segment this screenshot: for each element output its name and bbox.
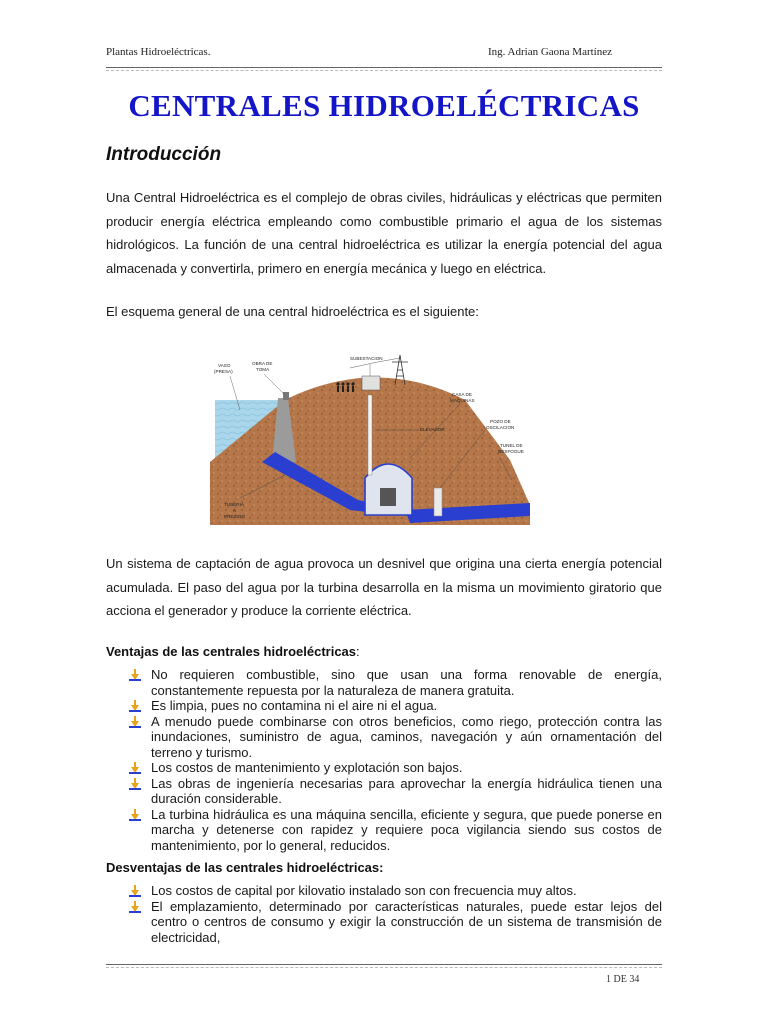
label-presa: (PRESA) (214, 369, 233, 374)
advantages-heading-colon: : (356, 644, 360, 659)
list-item (128, 714, 662, 761)
surge-tank (434, 488, 442, 516)
disadvantages-heading: Desventajas de las centrales hidroeléctricas: (106, 860, 384, 875)
arrow-bullet-icon (128, 699, 142, 713)
label-pozo-2: OSCILACION (486, 425, 515, 430)
label-casa-2: MAQUINAS (450, 398, 475, 403)
document-title: CENTRALES HIDROELÉCTRICAS (128, 88, 640, 123)
arrow-bullet-icon (128, 808, 142, 822)
scheme-sentence: El esquema general de una central hidroeléctrica es el siguiente: (106, 304, 479, 319)
hydroelectric-plant-diagram (200, 340, 540, 530)
advantage-text: No requieren combustible, sino que usan una forma renovable de energía, constantemente repuesta por la naturaleza de manera gratuita. (151, 667, 662, 698)
intro-heading: Introducción (106, 144, 222, 165)
arrow-bullet-icon (128, 884, 142, 898)
list-item (128, 667, 662, 698)
label-obra-toma-1: OBRA DE (252, 361, 273, 366)
label-tuberia-2: A (233, 508, 237, 513)
label-tunel-1: TUNEL DE (500, 443, 523, 448)
intake-structure (283, 392, 289, 400)
list-item (128, 883, 662, 899)
advantages-heading (106, 644, 360, 659)
label-subestacion: SUBESTACION (350, 356, 383, 361)
advantage-text: Los costos de mantenimiento y explotación son bajos. (151, 760, 463, 775)
disadvantage-text: El emplazamiento, determinado por características naturales, puede estar lejos del centro o centros de consumo y exigir la construcción de un sistema de transmisión de electricidad, (151, 898, 662, 945)
list-item (128, 899, 662, 946)
intro-paragraph: Una Central Hidroeléctrica es el complejo de obras civiles, hidráulicas y eléctricas que permiten producir energía eléctrica empleando como combustible primario el agua de los sistemas hidrológicos. La función de una central hidroeléctrica es utilizar la energía potencial del agua almacenada y convertirla, primero en energía mecánica y luego en eléctrica. (106, 190, 662, 276)
arrow-bullet-icon (128, 900, 142, 914)
list-item (128, 698, 662, 714)
substation (362, 376, 380, 390)
captation-paragraph: Un sistema de captación de agua provoca un desnivel que origina una cierta energía potencial acumulada. El paso del agua por la turbina desarrolla en la misma un movimiento giratorio que acciona el generador y produce la corriente eléctrica. (106, 556, 662, 618)
turbine (380, 488, 396, 506)
list-item (128, 776, 662, 807)
advantage-text: A menudo puede combinarse con otros beneficios, como riego, protección contra las inundaciones, suministro de agua, caminos, navegación y aún ornamentación del terreno y turismo. (151, 713, 662, 760)
advantage-text: La turbina hidráulica es una máquina sencilla, eficiente y segura, que puede ponerse en marcha y detenerse con rapidez y requiere poca vigilancia siendo sus costos de mantenimiento, por lo general, reducidos. (151, 806, 662, 853)
advantages-heading-text: Ventajas de las centrales hidroeléctricas (106, 644, 357, 659)
label-casa-1: CASA DE (452, 392, 472, 397)
elevator-shaft (368, 395, 372, 475)
page-number: 1 DE 34 (606, 974, 640, 985)
header-rule (106, 67, 662, 68)
label-pozo-1: POZO DE (490, 419, 511, 424)
label-obra-toma-2: TOMA (256, 367, 270, 372)
list-item (128, 807, 662, 854)
label-elevador: ELEVADOR (420, 427, 445, 432)
arrow-bullet-icon (128, 715, 142, 729)
label-tuberia-3: PRESION (224, 514, 245, 519)
page-header (106, 42, 662, 62)
header-left-text: Plantas Hidroeléctricas. (106, 46, 211, 58)
label-tunel-2: DESFOGUE (498, 449, 524, 454)
arrow-bullet-icon (128, 777, 142, 791)
advantages-list (128, 667, 662, 853)
disadvantages-list (128, 883, 662, 945)
header-rule-secondary (106, 70, 662, 71)
arrow-bullet-icon (128, 761, 142, 775)
advantage-text: Las obras de ingeniería necesarias para aprovechar la energía hidráulica tienen una duración considerable. (151, 775, 662, 806)
footer-rule-secondary (106, 967, 662, 968)
arrow-bullet-icon (128, 668, 142, 682)
label-vaso: VASO (218, 363, 231, 368)
label-tuberia-1: TUBERIA (224, 502, 244, 507)
advantage-text: Es limpia, pues no contamina ni el aire ni el agua. (151, 698, 438, 713)
header-author: Ing. Adrian Gaona Martínez (487, 46, 612, 58)
disadvantage-text: Los costos de capital por kilovatio instalado son con frecuencia muy altos. (151, 883, 577, 898)
footer-rule (106, 964, 662, 965)
list-item (128, 760, 662, 776)
